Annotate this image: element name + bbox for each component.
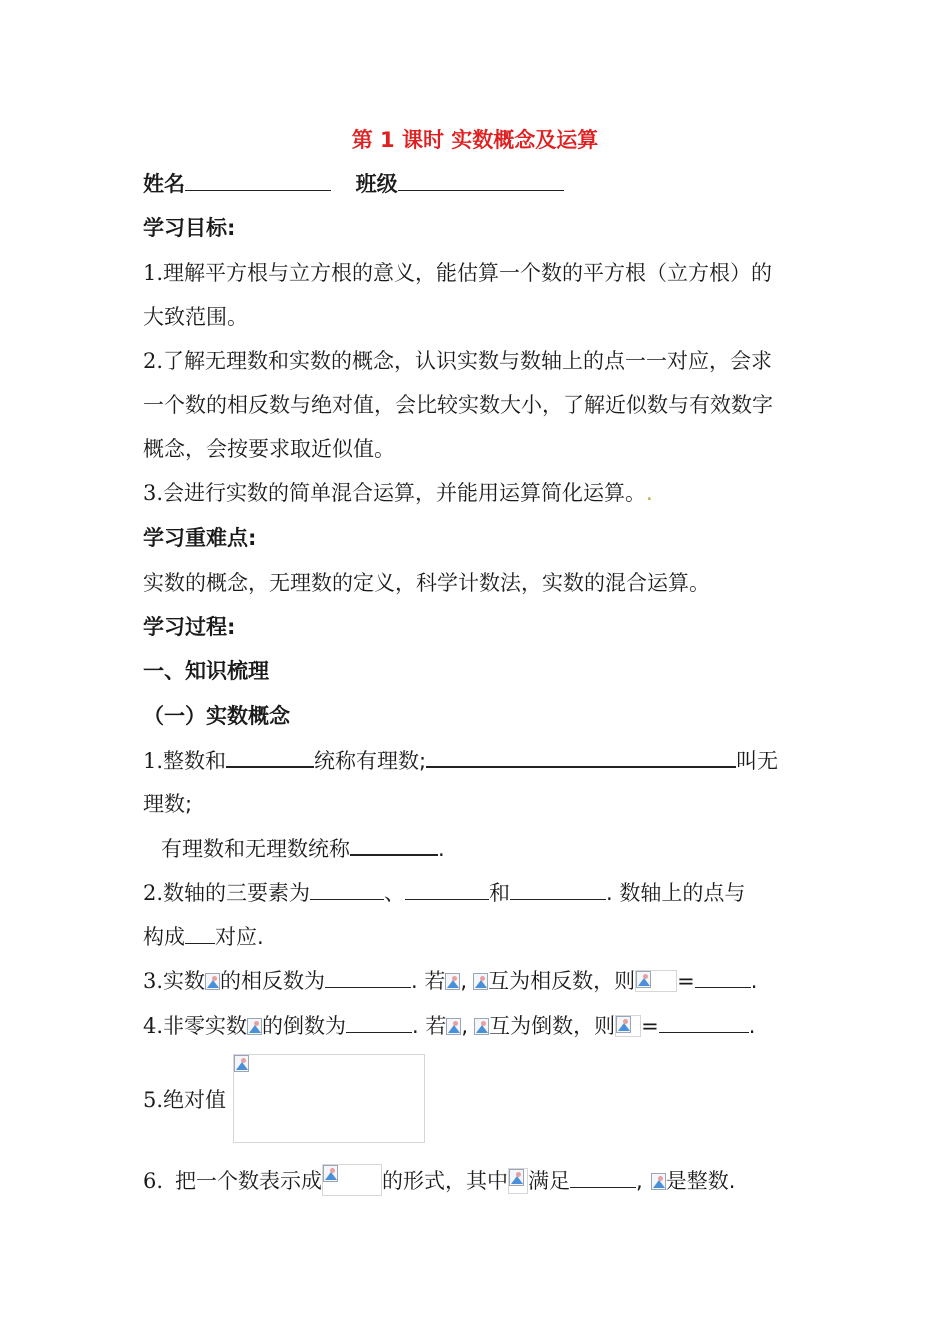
formula-image-icon — [616, 1016, 631, 1033]
key-heading: 学习重难点: — [143, 526, 257, 550]
name-label: 姓名 — [143, 172, 185, 196]
blank[interactable] — [310, 880, 384, 900]
blank[interactable] — [350, 835, 438, 856]
goal-1: 1.理解平方根与立方根的意义，能估算一个数的平方根（立方根）的 — [143, 261, 773, 285]
absolute-value-formula-image — [233, 1054, 425, 1143]
blank[interactable] — [570, 1168, 636, 1188]
goal-2-cont2: 概念，会按要求取近似值。 — [143, 437, 395, 461]
process-heading: 学习过程: — [143, 615, 236, 639]
item-4: 4.非零实数 的倒数为 . 若 , 互为倒数，则 = . — [143, 1014, 756, 1038]
item-1: 1.整数和 统称有理数; 叫无 — [143, 749, 779, 773]
blank[interactable] — [185, 924, 215, 944]
goal-3: 3.会进行实数的简单混合运算，并能用运算简化运算。. — [143, 481, 653, 505]
name-blank[interactable] — [185, 171, 331, 191]
item-1-cont: 理数; — [143, 792, 193, 816]
formula-image-icon — [234, 1055, 249, 1072]
formula-image-icon — [445, 973, 460, 990]
formula-image-icon — [509, 1169, 524, 1186]
formula-image-frame — [322, 1164, 382, 1196]
blank[interactable] — [510, 880, 606, 900]
item-2: 2.数轴的三要素为 、 和 . 数轴上的点与 — [143, 881, 746, 905]
item-2-cont: 构成 对应. — [143, 925, 264, 949]
formula-image-icon — [474, 1018, 489, 1035]
formula-image-frame — [635, 970, 677, 992]
blank[interactable] — [426, 747, 736, 768]
subsection-heading: （一）实数概念 — [143, 704, 290, 728]
blank[interactable] — [695, 968, 751, 988]
goal-2-cont: 一个数的相反数与绝对值，会比较实数大小，了解近似数与有效数字 — [143, 393, 773, 417]
key-text: 实数的概念，无理数的定义，科学计数法，实数的混合运算。 — [143, 571, 710, 595]
formula-image-icon — [247, 1018, 262, 1035]
item-3: 3.实数 的相反数为 . 若 , 互为相反数，则 = . — [143, 969, 758, 993]
formula-image-frame — [508, 1168, 528, 1194]
name-class-row — [143, 171, 564, 197]
goal-1-cont: 大致范围。 — [143, 305, 248, 329]
goals-heading: 学习目标: — [143, 216, 236, 240]
formula-image-frame — [615, 1015, 641, 1037]
blank[interactable] — [325, 968, 411, 988]
item-5: 5.绝对值 — [143, 1088, 227, 1112]
formula-image-icon — [636, 971, 651, 988]
blank[interactable] — [659, 1013, 749, 1033]
class-label: 班级 — [355, 172, 398, 196]
page-title: 第 1 课时 实数概念及运算 — [351, 128, 599, 152]
formula-image-icon — [323, 1165, 338, 1182]
item-6: 6. 把一个数表示成 的形式，其中 满足 , 是整数. — [143, 1164, 735, 1196]
class-blank[interactable] — [398, 171, 564, 191]
formula-image-icon — [651, 1173, 666, 1190]
blank[interactable] — [226, 747, 314, 768]
section-heading: 一、知识梳理 — [143, 659, 269, 683]
blank[interactable] — [346, 1013, 412, 1033]
item-1-cont2: 有理数和无理数统称 . — [161, 837, 445, 861]
goal-2: 2.了解无理数和实数的概念，认识实数与数轴上的点一一对应，会求 — [143, 349, 773, 373]
formula-image-icon — [473, 973, 488, 990]
blank[interactable] — [405, 880, 489, 900]
formula-image-icon — [205, 973, 220, 990]
formula-image-icon — [446, 1018, 461, 1035]
